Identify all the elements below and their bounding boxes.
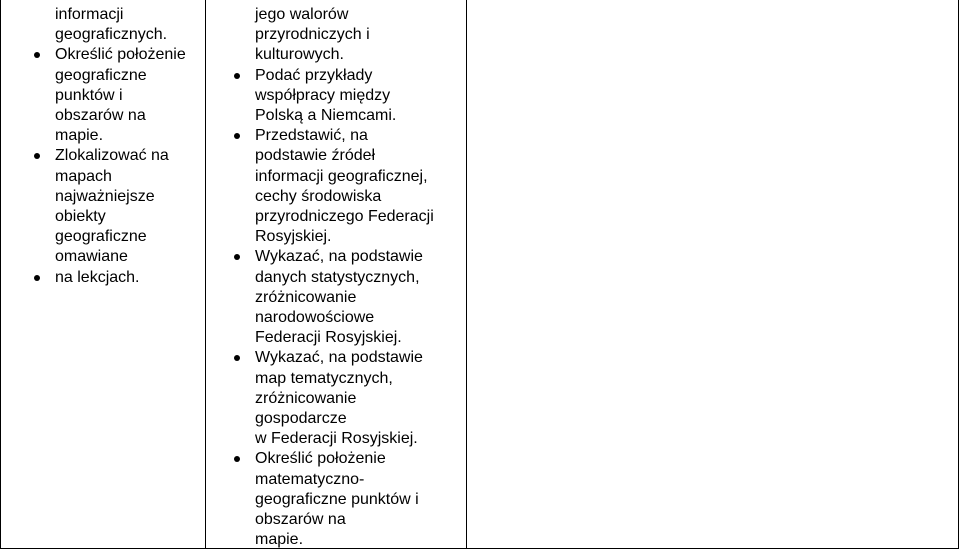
item-line: mapie. xyxy=(55,127,104,145)
lead-line: kulturowych. xyxy=(255,46,344,64)
item-line: zróżnicowanie xyxy=(255,389,357,407)
table-border-left xyxy=(0,0,1,549)
item-line: w Federacji Rosyjskiej. xyxy=(255,430,418,448)
item-line: omawiane xyxy=(55,248,128,266)
item-line: geograficzne punktów i xyxy=(255,490,419,508)
item-line: matematyczno- xyxy=(255,470,365,488)
item-line: najważniejsze xyxy=(55,187,155,205)
item-line: danych statystycznych, xyxy=(255,268,420,286)
requirement-list xyxy=(230,66,464,550)
item-line: Zlokalizować na xyxy=(55,147,169,165)
item-line: gospodarcze xyxy=(255,410,347,428)
item-line: geograficzne xyxy=(55,66,147,84)
list-item xyxy=(30,146,202,267)
column-divider-1 xyxy=(205,0,206,549)
item-line: Wykazać, na podstawie xyxy=(255,248,423,266)
item-line: Wykazać, na podstawie xyxy=(255,349,423,367)
column-requirements-left xyxy=(30,0,202,288)
cell-text xyxy=(30,5,202,288)
list-item xyxy=(30,45,202,146)
list-item xyxy=(230,348,464,449)
lead-line: jego walorów xyxy=(255,6,349,23)
item-line: współpracy między xyxy=(255,86,391,104)
column-requirements-middle xyxy=(230,0,464,550)
item-line: przyrodniczego Federacji xyxy=(255,208,434,226)
item-line: podstawie źródeł xyxy=(255,147,376,165)
item-line: Rosyjskiej. xyxy=(255,228,332,246)
item-line: narodowościowe xyxy=(255,309,375,327)
item-line: geograficzne xyxy=(55,228,147,246)
item-line: map tematycznych, xyxy=(255,369,393,387)
lead-line: informacji xyxy=(55,6,124,23)
item-line: mapie. xyxy=(255,531,304,549)
column-divider-2 xyxy=(466,0,467,549)
item-line: Określić położenie xyxy=(255,450,386,468)
item-line: informacji geograficznej, xyxy=(255,167,428,185)
bullet-icon xyxy=(234,73,240,79)
bullet-icon xyxy=(34,275,40,281)
item-line: Określić położenie xyxy=(55,46,186,64)
item-line: Podać przykłady xyxy=(255,66,373,84)
item-line: Federacji Rosyjskiej. xyxy=(255,329,402,347)
lead-line: przyrodniczych i xyxy=(255,26,370,44)
item-line: Przedstawić, na xyxy=(255,127,368,145)
requirement-list xyxy=(30,45,202,287)
item-line: obszarów na xyxy=(255,511,346,529)
item-line: mapach xyxy=(55,167,112,185)
item-line: na lekcjach. xyxy=(55,268,140,286)
list-item xyxy=(230,126,464,247)
item-line: obszarów na xyxy=(55,107,146,125)
item-line: Polską a Niemcami. xyxy=(255,107,397,125)
item-line: obiekty xyxy=(55,208,106,226)
cell-text xyxy=(230,5,464,550)
item-line: punktów i xyxy=(55,86,123,104)
item-line: zróżnicowanie xyxy=(255,288,357,306)
list-item xyxy=(30,268,202,288)
list-item xyxy=(230,66,464,127)
item-line: cechy środowiska xyxy=(255,187,382,205)
lead-line: geograficznych. xyxy=(55,26,168,44)
list-item xyxy=(230,247,464,348)
list-item xyxy=(230,449,464,550)
